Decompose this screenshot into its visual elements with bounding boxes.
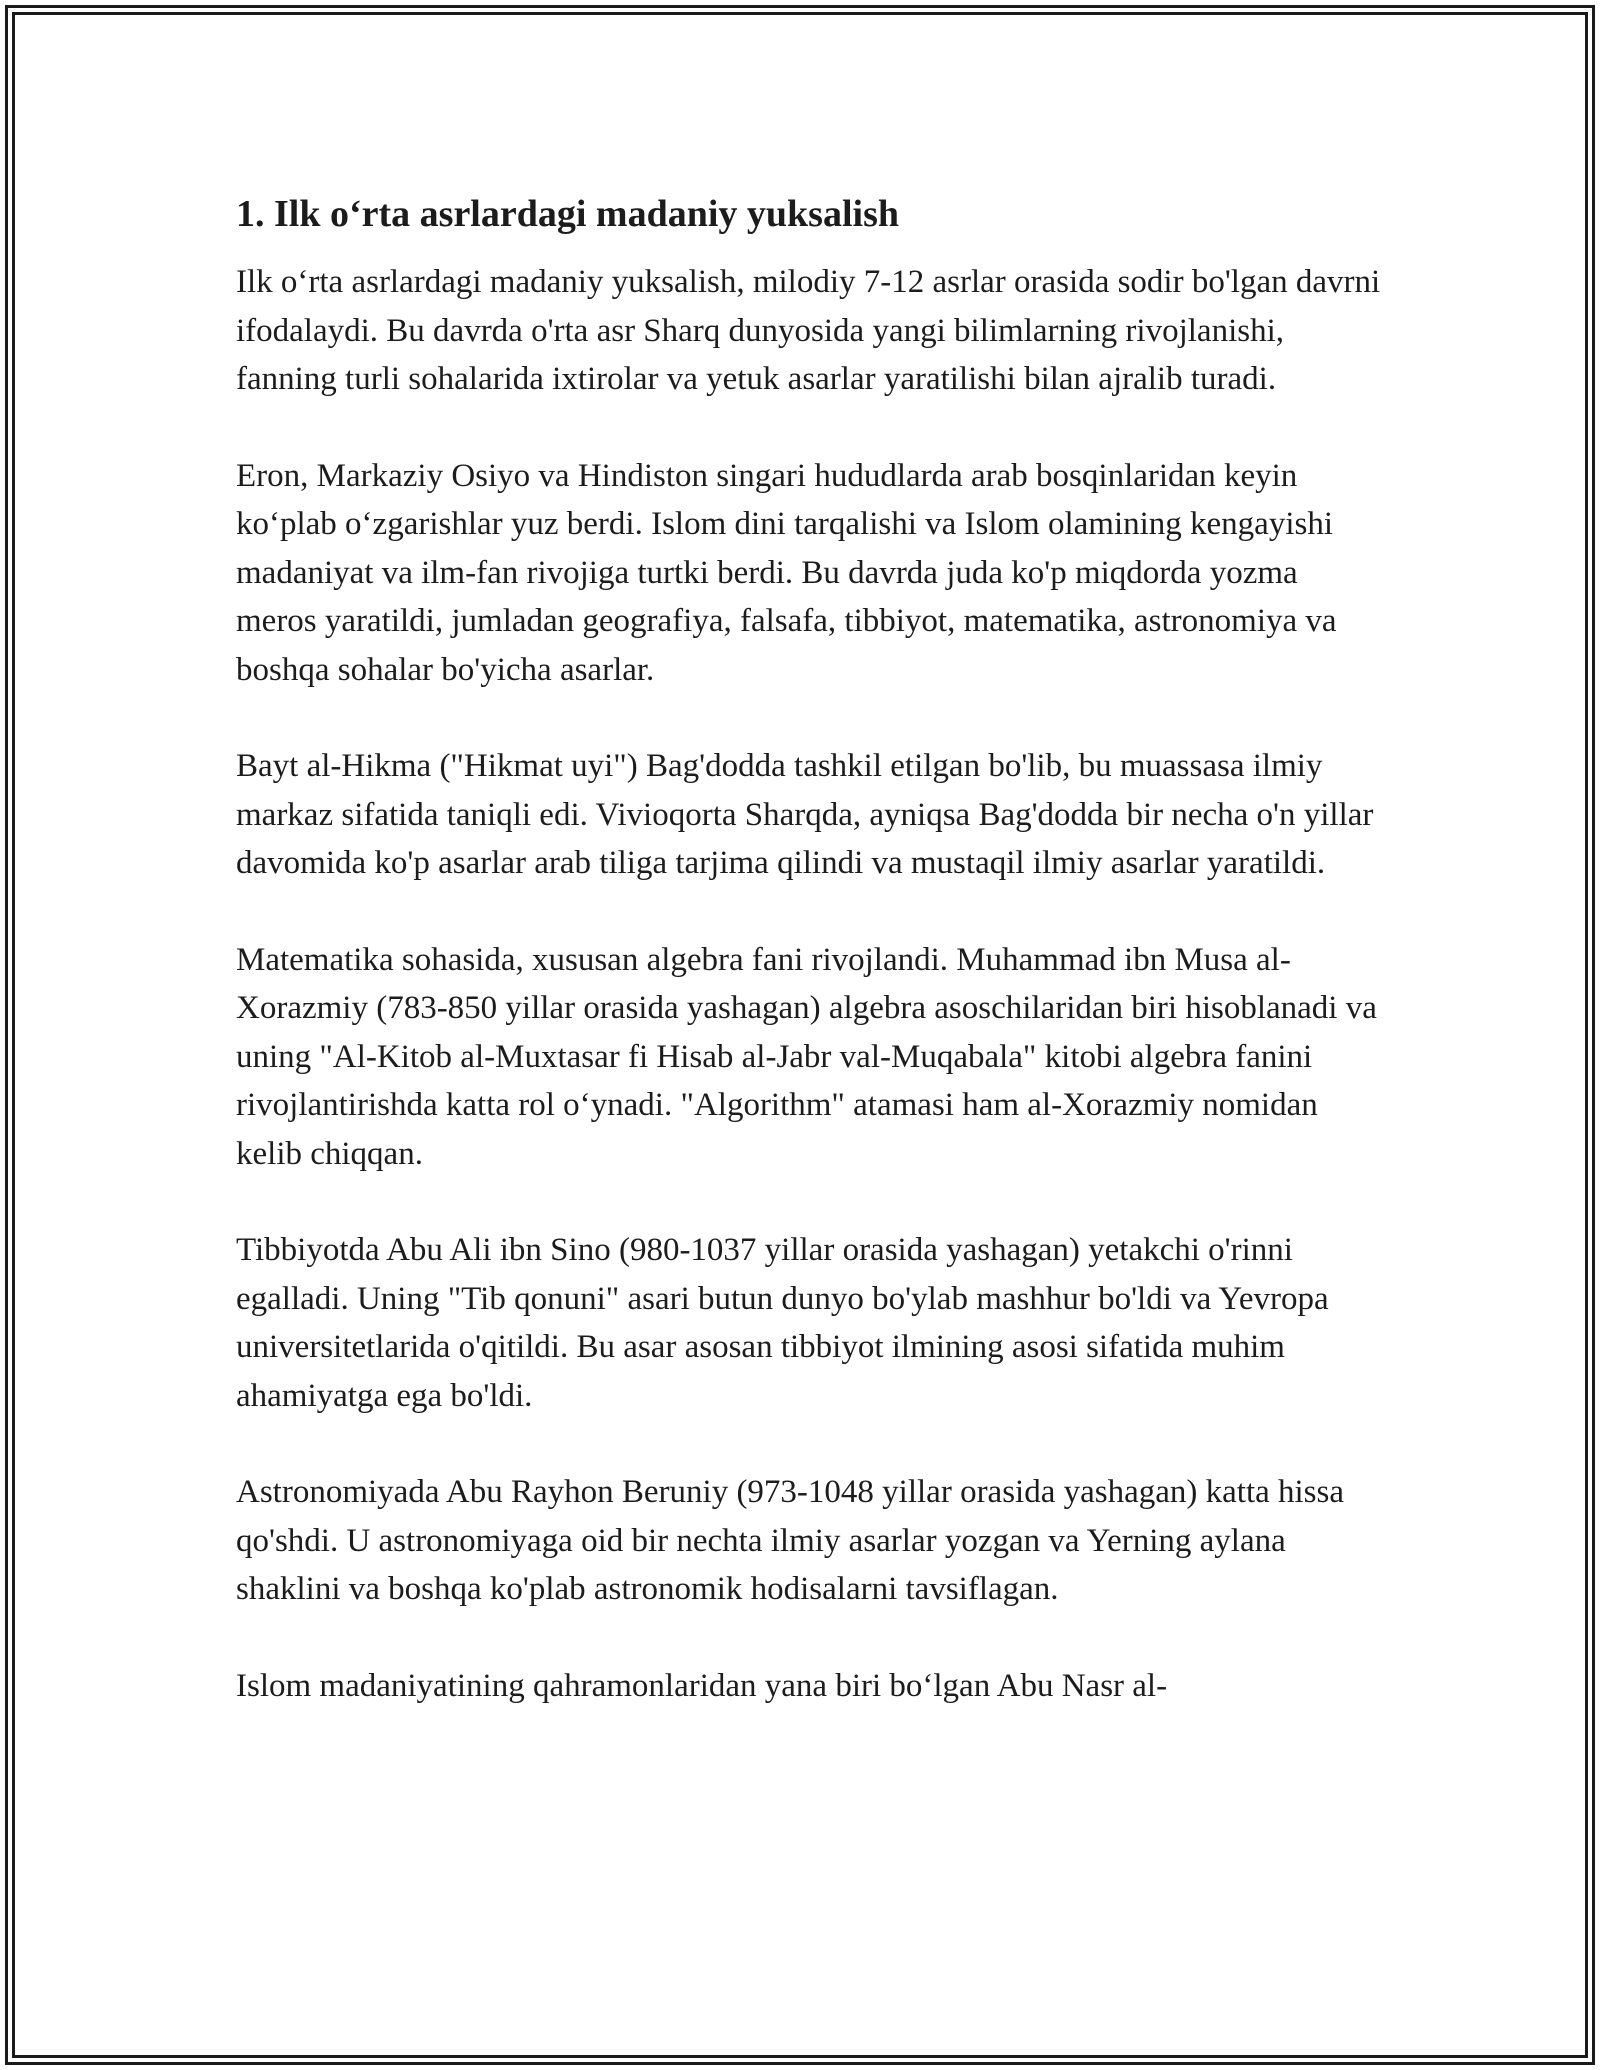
paragraph-bayt-al-hikma: Bayt al-Hikma ("Hikmat uyi") Bag'dodda tashkil etilgan bo'lib, bu muassasa ilmiy markaz sifatida taniqli edi. Vivioqorta Sharqda, ayniqsa Bag'dodda bir necha o'n yillar davomida ko'p asarlar arab tiliga tarjima qilindi va mustaqil ilmiy asarlar yaratildi.	[236, 748, 1374, 881]
paragraph-mathematics: Matematika sohasida, xususan algebra fani rivojlandi. Muhammad ibn Musa al-Xorazmiy (783-850 yillar orasida yashagan) algebra asoschilaridan biri hisoblanadi va uning "Al-Kitob al-Muxtasar fi Hisab al-Jabr val-Muqabala" kitobi algebra fanini rivojlantirishda katta rol o‘ynadi. "Algorithm" atamasi ham al-Xorazmiy nomidan kelib chiqqan.	[236, 941, 1377, 1172]
section-heading: 1. Ilk o‘rta asrlardagi madaniy yuksalish	[236, 193, 899, 235]
document-body	[236, 186, 1386, 1710]
paragraph-astronomy: Astronomiyada Abu Rayhon Beruniy (973-1048 yillar orasida yashagan) katta hissa qo'shdi. U astronomiyaga oid bir nechta ilmiy asarlar yozgan va Yerning aylana shaklini va boshqa ko'plab astronomik hodisalarni tavsiflagan.	[236, 1474, 1345, 1607]
paragraph-medicine: Tibbiyotda Abu Ali ibn Sino (980-1037 yillar orasida yashagan) yetakchi o'rinni egalladi. Uning "Tib qonuni" asari butun dunyo bo'ylab mashhur bo'ldi va Yevropa universitetlarida o'qitildi. Bu asar asosan tibbiyot ilmining asosi sifatida muhim ahamiyatga ega bo'ldi.	[236, 1232, 1329, 1414]
paragraph-regions: Eron, Markaziy Osiyo va Hindiston singari hududlarda arab bosqinlaridan keyin ko‘plab o‘zgarishlar yuz berdi. Islom dini tarqalishi va Islom olamining kengayishi madaniyat va ilm-fan rivojiga turtki berdi. Bu davrda juda ko'p miqdorda yozma meros yaratildi, jumladan geografiya, falsafa, tibbiyot, matematika, astronomiya va boshqa sohalar bo'yicha asarlar.	[236, 457, 1337, 688]
paragraph-continued: Islom madaniyatining qahramonlaridan yana biri bo‘lgan Abu Nasr al-	[236, 1667, 1168, 1704]
paragraph-intro: Ilk o‘rta asrlardagi madaniy yuksalish, milodiy 7-12 asrlar orasida sodir bo'lgan davrni ifodalaydi. Bu davrda o'rta asr Sharq dunyosida yangi bilimlarning rivojlanishi, fanning turli sohalarida ixtirolar va yetuk asarlar yaratilishi bilan ajralib turadi.	[236, 264, 1381, 397]
